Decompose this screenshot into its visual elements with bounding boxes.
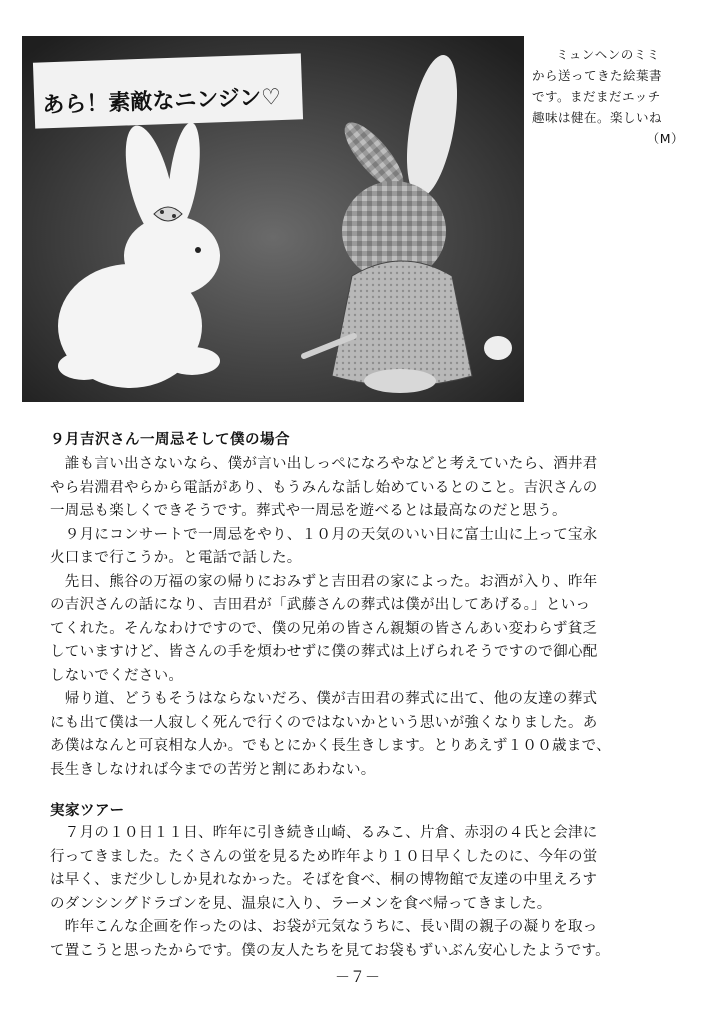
article-title-memorial: ９月吉沢さん一周忌そして僕の場合: [50, 432, 290, 448]
body-line: は早く、まだ少ししか見れなかった。そばを食べ、桐の博物館で友達の中里えろす: [50, 872, 598, 888]
body-line: 先日、熊谷の万福の家の帰りにおみずと吉田君の家によった。お酒が入り、昨年: [50, 573, 598, 590]
article-body-home-tour: [50, 822, 690, 963]
article-title-home-tour: 実家ツアー: [50, 803, 125, 819]
body-line: 一周忌も楽しくできそうです。葬式や一周忌を遊べるとは最高なのだと思う。: [50, 503, 567, 519]
body-line: のダンシングドラゴンを見、温泉に入り、ラーメンを食べ帰ってきました。: [50, 895, 552, 912]
caption-line: 趣味は健在。楽しいね: [532, 110, 663, 125]
body-line: やら岩淵君やらから電話があり、もうみんな話し始めているとのこと。吉沢さんの: [50, 479, 598, 496]
body-line: 昨年こんな企画を作ったのは、お袋が元気なうちに、長い間の親子の凝りを取っ: [50, 919, 598, 935]
page-number: －７－: [334, 968, 380, 986]
body-line: てくれた。そんなわけですので、僕の兄弟の皆さん親類の皆さんあい変わらず貧乏: [50, 620, 598, 637]
caption-signature: （M）: [646, 131, 684, 146]
caption-line: から送ってきた絵葉書: [532, 68, 663, 83]
postcard-caption: [532, 44, 692, 149]
body-line: ７月の１０日１１日、昨年に引き続き山崎、るみこ、片倉、赤羽の４氏と会津に: [50, 825, 598, 841]
body-line: 行ってきました。たくさんの蛍を見るため昨年より１０日早くしたのに、今年の蛍: [50, 848, 598, 865]
body-line: 長生きしなければ今までの苦労と割にあわない。: [50, 761, 376, 778]
body-line: 帰り道、どうもそうはならないだろ、僕が吉田君の葬式に出て、他の友達の葬式: [50, 691, 598, 707]
body-line: ９月にコンサートで一周忌をやり、１０月の天気のいい日に富士山に上って宝永: [50, 526, 598, 543]
body-line: の吉沢さんの話になり、吉田君が「武藤さんの葬式は僕が出してあげる。」といっ: [50, 597, 591, 613]
postcard-title-text: あら！素敵なニンジン♡: [42, 85, 282, 119]
body-line: していますけど、皆さんの手を煩わせずに僕の葬式は上げられそうですので御心配: [50, 644, 598, 660]
caption-line: です。まだまだエッチ: [532, 89, 661, 104]
article-body-memorial: [50, 453, 690, 782]
body-line: て置こうと思ったからです。僕の友人たちを見てお袋もずいぶん安心したようです。: [50, 942, 610, 959]
postcard-illustration: [22, 36, 524, 402]
caption-line: ミュンヘンのミミ: [556, 47, 660, 62]
body-line: にも出て僕は一人寂しく死んで行くのではないかという思いが強くなりました。あ: [50, 714, 598, 731]
body-line: あ僕はなんと可哀相な人か。でもとにかく長生きします。とりあえず１００歳まで、: [50, 738, 611, 754]
body-line: 火口まで行こうか。と電話で話した。: [50, 550, 302, 566]
body-line: 誰も言い出さないなら、僕が言い出しっぺになろやなどと考えていたら、酒井君: [50, 456, 598, 472]
body-line: しないでください。: [50, 667, 184, 684]
rabbits-artwork: [22, 36, 524, 402]
